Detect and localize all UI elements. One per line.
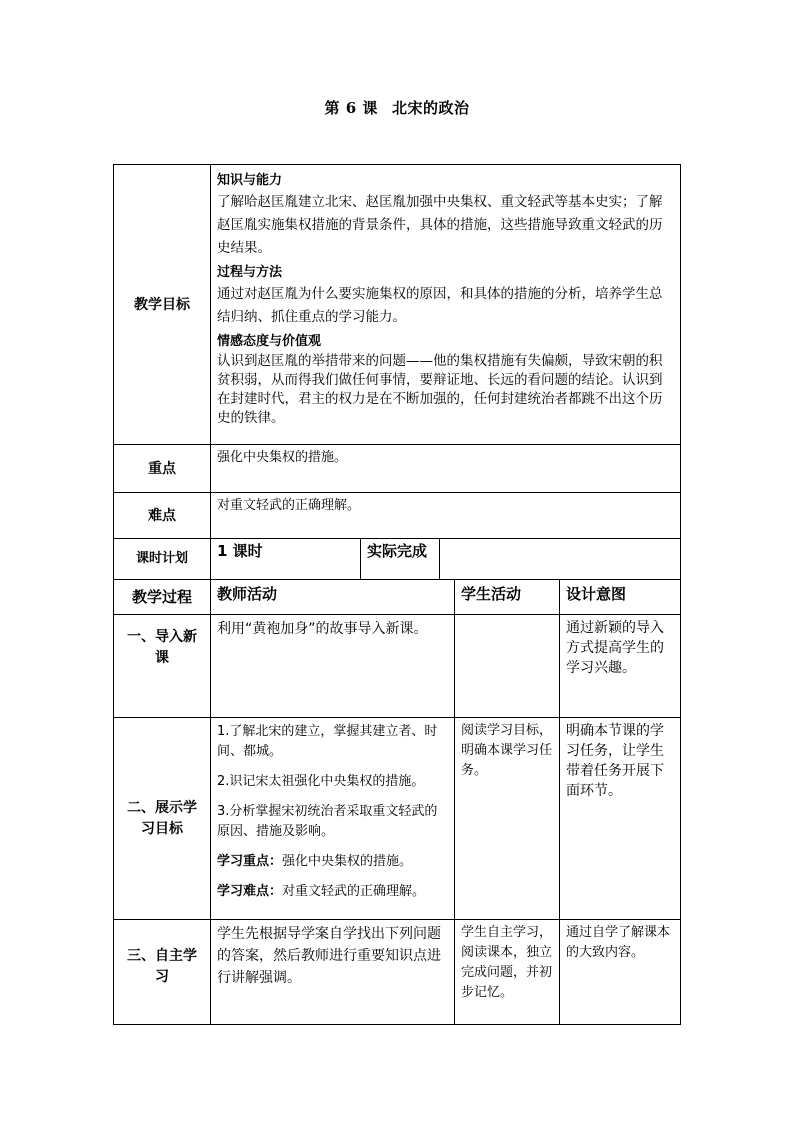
process-header-stage	[113, 579, 211, 615]
step-2-diff-label: 学习难点：	[217, 884, 283, 899]
lesson-name: 北宋的政治	[391, 99, 470, 117]
step-1-student-cell	[454, 614, 560, 718]
process-header-teacher	[210, 579, 455, 615]
step-2-teacher-cell	[210, 717, 455, 920]
goals-content-cell	[210, 164, 681, 445]
step-3-intent: 通过自学了解课本的大致内容。	[566, 925, 671, 960]
schedule-label: 课时计划	[135, 551, 188, 566]
goal-text-knowledge: 了解哈赵匡胤建立北宋、赵匡胤加强中央集权、重文轻武等基本史实；了解赵匡胤实施集权措施的背景条件，具体的措施，这些措施导致重文轻武的历史结果。	[217, 194, 663, 256]
step-2-stage-cell	[113, 717, 211, 920]
process-header-student	[454, 579, 560, 615]
step-3-student: 学生自主学习，阅读课本，独立完成问题，并初步记忆。	[461, 925, 553, 1000]
schedule-label-cell	[113, 538, 211, 580]
actual-label-cell	[360, 538, 440, 580]
step-2-teacher-item-2: 2.识记宋太祖强化中央集权的措施。	[217, 774, 425, 789]
step-2-student-cell	[454, 717, 560, 920]
step-2-diff-line	[217, 882, 448, 902]
process-header-intent-text: 设计意图	[566, 585, 627, 603]
step-3-stage: 三、自主学习	[127, 948, 197, 985]
key-point-text: 强化中央集权的措施。	[217, 450, 348, 465]
process-header-stage-text: 教学过程	[131, 588, 192, 606]
key-point-label-cell	[113, 444, 211, 493]
step-2-key-label: 学习重点：	[217, 854, 283, 869]
difficulty-text: 对重文轻武的正确理解。	[217, 498, 361, 513]
step-2-student: 阅读学习目标，明确本课学习任务。	[461, 723, 553, 778]
step-3-teacher-cell	[210, 919, 455, 1025]
goal-text-emotion: 认识到赵匡胤的举措带来的问题——他的集权措施有失偏颇，导致宋朝的积贫积弱，从而得我们做任何事情，要辩证地、长远的看问题的结论。认识到在封建时代，君主的权力是在不断加强的，任何封建统治者都跳不出这个历史的铁律。	[217, 353, 663, 426]
key-point-label: 重点	[148, 460, 176, 477]
step-2-teacher-item-1: 1.了解北宋的建立，掌握其建立者、时间、都城。	[217, 724, 438, 759]
step-1-teacher: 利用“黄袍加身”的故事导入新课。	[217, 621, 428, 637]
step-3-teacher: 学生先根据导学案自学找出下列问题的答案，然后教师进行重要知识点进行讲解强调。	[217, 926, 441, 986]
step-3-stage-cell	[113, 919, 211, 1025]
process-header-student-text: 学生活动	[461, 585, 522, 603]
step-2-diff-text: 对重文轻武的正确理解。	[282, 884, 426, 899]
lesson-number: 第 6 课	[324, 99, 378, 117]
step-2-teacher-item-3: 3.分析掌握宋初统治者采取重文轻武的原因、措施及影响。	[217, 804, 438, 839]
step-2-key-text: 强化中央集权的措施。	[282, 854, 413, 869]
key-point-content-cell	[210, 444, 681, 493]
process-header-intent	[559, 579, 681, 615]
goal-heading-knowledge: 知识与能力	[217, 173, 283, 188]
step-2-key-line	[217, 852, 448, 872]
actual-value-cell	[439, 538, 681, 580]
step-2-intent: 明确本节课的学习任务，让学生带着任务开展下面环节。	[566, 723, 664, 799]
step-1-intent: 通过新颖的导入方式提高学生的学习兴趣。	[566, 620, 664, 676]
schedule-value-cell	[210, 538, 361, 580]
step-2-stage: 二、展示学习目标	[127, 799, 197, 837]
schedule-value: 1 课时	[217, 542, 263, 560]
goals-label-cell	[113, 164, 211, 445]
step-3-intent-cell	[559, 919, 681, 1025]
goal-heading-process: 过程与方法	[217, 265, 283, 280]
difficulty-content-cell	[210, 492, 681, 539]
difficulty-label: 难点	[148, 507, 176, 524]
difficulty-label-cell	[113, 492, 211, 539]
page-title	[0, 97, 794, 118]
goal-text-process: 通过对赵匡胤为什么要实施集权的原因，和具体的措施的分析，培养学生总结归纳、抓住重点的学习能力。	[217, 286, 663, 325]
process-header-teacher-text: 教师活动	[217, 585, 278, 603]
step-3-student-cell	[454, 919, 560, 1025]
step-2-intent-cell	[559, 717, 681, 920]
step-1-intent-cell	[559, 614, 681, 718]
step-1-stage: 一、导入新课	[127, 629, 197, 666]
goal-heading-emotion: 情感态度与价值观	[217, 334, 322, 349]
step-1-teacher-cell	[210, 614, 455, 718]
actual-label: 实际完成	[367, 542, 428, 560]
step-1-stage-cell	[113, 614, 211, 718]
goals-label: 教学目标	[134, 296, 190, 313]
